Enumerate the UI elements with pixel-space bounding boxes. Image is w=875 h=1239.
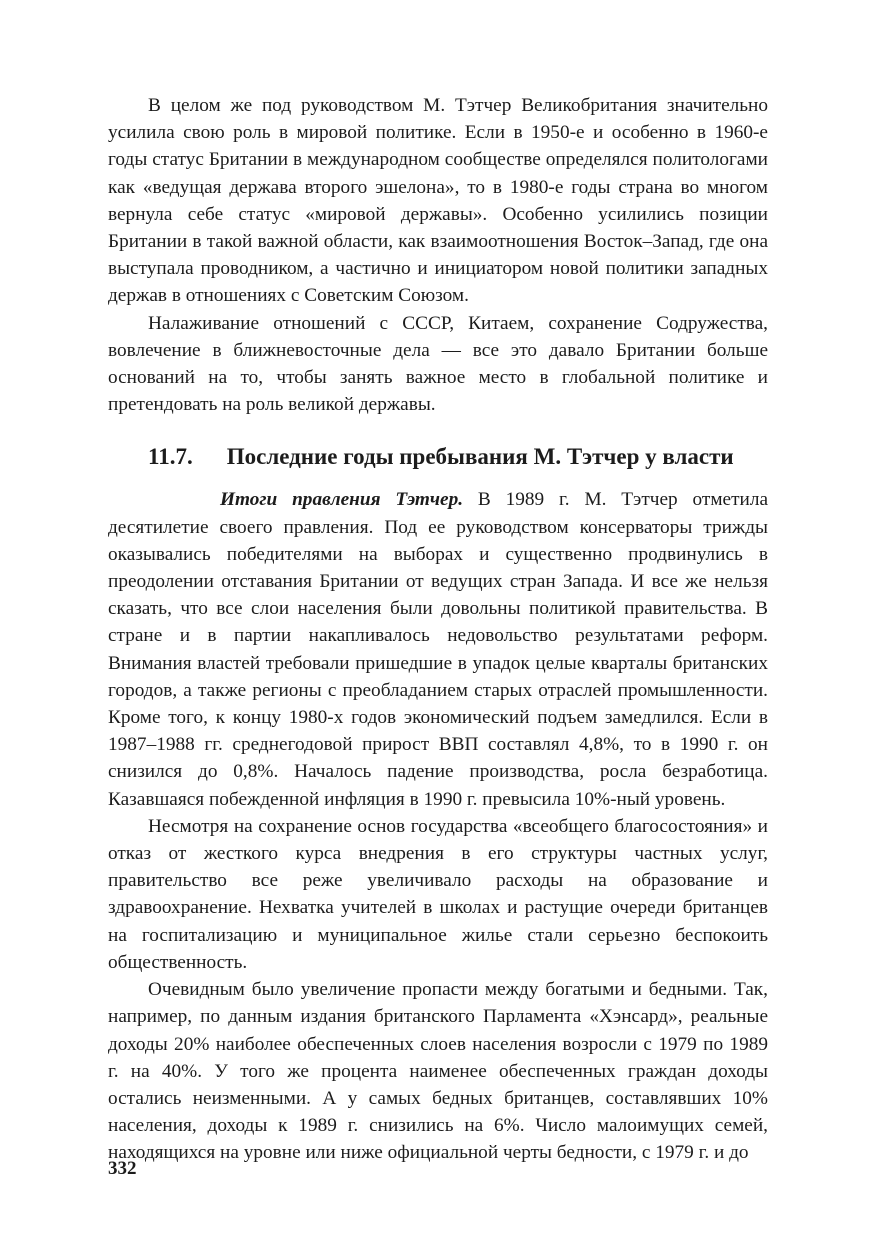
paragraph-text: В 1989 г. М. Тэтчер отметила десятилетие своего правления. Под ее руководством консерваторы трижды оказывались победителями на выборах и существенно продвинулись в преодолении отставания Британии от ведущих стран Запада. И все же нельзя сказать, что все слои населения были довольны политикой правительства. В стране и в партии накапливалось недовольство результатами реформ. Внимания властей требовали пришедшие в упадок целые кварталы британских городов, а также регионы с преобладанием старых отраслей промышленности. Кроме того, к концу 1980-х годов экономический подъем замедлился. Если в 1987–1988 гг. среднегодовой прирост ВВП составлял 4,8%, то в 1990 г. он снизился до 0,8%. Началось падение производства, росла безработица. Казавшаяся побежденной инфляция в 1990 г. превысила 10%-ный уровень. [108, 489, 769, 810]
section-title: Последние годы пребывания М. Тэтчер у власти [226, 444, 734, 470]
paragraph [108, 486, 768, 812]
section-number: 11.7. [148, 444, 193, 470]
paragraph: Очевидным было увеличение пропасти между богатыми и бедными. Так, например, по данным издания британского Парламента «Хэнсард», реальные доходы 20% наиболее обеспеченных слоев населения возросли с 1979 по 1989 г. на 40%. У того же процента наименее обеспеченных граждан доходы остались неизменными. А у самых бедных британцев, составлявших 10% населения, доходы к 1989 г. снизились на 6%. Число малоимущих семей, находящихся на уровне или ниже официальной черты бедности, с 1979 г. и до [108, 979, 768, 1164]
page-body [108, 92, 768, 1167]
section-heading [148, 442, 768, 472]
paragraph: Несмотря на сохранение основ государства «всеобщего благосостояния» и отказ от жесткого курса внедрения в его структуры частных услуг, правительство все реже увеличивало расходы на образование и здравоохранение. Нехватка учителей в школах и растущие очереди британцев на госпитализацию и муниципальное жилье стали серьезно беспокоить общественность. [108, 815, 768, 973]
paragraph: Налаживание отношений с СССР, Китаем, сохранение Содружества, вовлечение в ближневосточные дела — все это давало Британии больше оснований на то, чтобы занять важное место в глобальной политике и претендовать на роль великой державы. [108, 312, 768, 416]
paragraph: В целом же под руководством М. Тэтчер Великобритания значительно усилила свою роль в мировой политике. Если в 1950-е и особенно в 1960-е годы статус Британии в международном сообществе определялся политологами как «ведущая держава второго эшелона», то в 1980-е годы страна во многом вернула себе статус «мировой державы». Особенно усилились позиции Британии в такой важной области, как взаимоотношения Восток–Запад, где она выступала проводником, а частично и инициатором новой политики западных держав в отношениях с Советским Союзом. [108, 95, 768, 307]
subsection-runin-heading: Итоги правления Тэтчер. [220, 489, 464, 511]
page-number: 332 [108, 1158, 137, 1179]
